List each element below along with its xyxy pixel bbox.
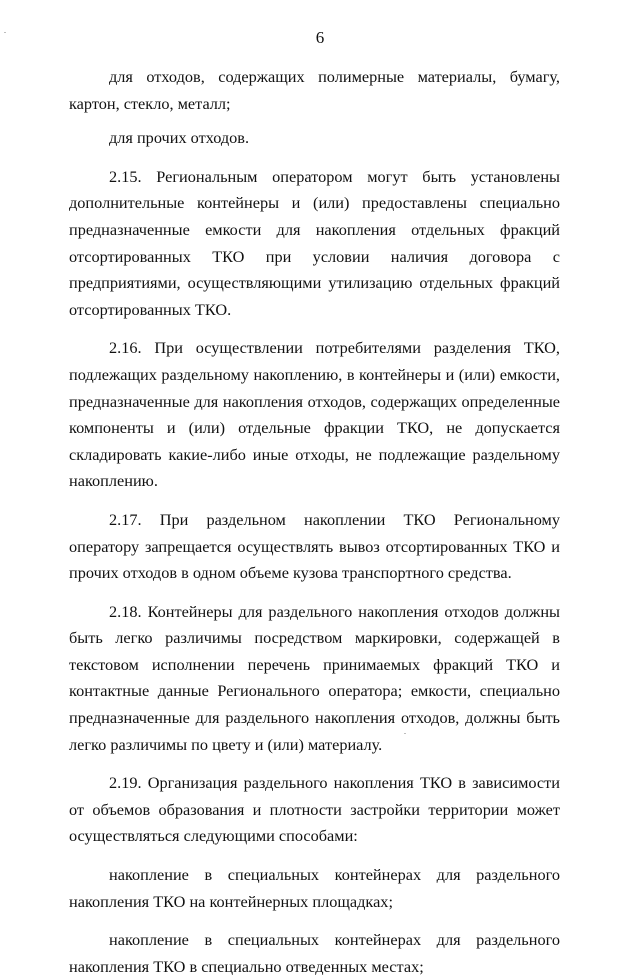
- paragraph-2-15: 2.15. Региональным оператором могут быть установлены дополнительные контейнеры и (или) предоставлены специально предназначенные емкости для накопления отдельных фракций отсортированных ТКО при условии наличия договора с предприятиями, осуществляющими утилизацию отдельных фракций отсортированных ТКО.: [69, 166, 560, 319]
- paragraph-2-18: 2.18. Контейнеры для раздельного накопления отходов должны быть легко различимы посредством маркировки, содержащей в текстовом исполнении перечень принимаемых фракций ТКО и контактные данные Регионального оператора; емкости, специально предназначенные для раздельного накопления отходов, должны быть легко различимы по цвету и (или) материалу.: [69, 601, 560, 754]
- scan-speck: [4, 32, 6, 33]
- list-item-container-sites: накопление в специальных контейнерах для раздельного накопления ТКО на контейнерных площадках;: [69, 865, 560, 911]
- list-item-designated-places: накопление в специальных контейнерах для раздельного накопления ТКО в специально отведенных местах;: [69, 930, 560, 976]
- document-body: [69, 64, 560, 980]
- list-item-polymer-waste: для отходов, содержащих полимерные материалы, бумагу, картон, стекло, металл;: [69, 67, 560, 113]
- paragraph-2-16: 2.16. При осуществлении потребителями разделения ТКО, подлежащих раздельному накоплению, в контейнеры и (или) емкости, предназначенные для накопления отходов, содержащих определенные компоненты и (или) отдельные фракции ТКО, не допускается складировать какие-либо иные отходы, не подлежащие раздельному накоплению.: [69, 338, 560, 491]
- page-number: 6: [315, 28, 325, 47]
- scan-speck: [404, 733, 406, 734]
- paragraph-2-19: 2.19. Организация раздельного накопления ТКО в зависимости от объемов образования и плотности застройки территории может осуществляться следующими способами:: [69, 773, 560, 846]
- paragraph-2-17: 2.17. При раздельном накоплении ТКО Региональному оператору запрещается осуществлять вывоз отсортированных ТКО и прочих отходов в одном объеме кузова транспортного средства.: [69, 509, 560, 583]
- list-item-other-waste: для прочих отходов.: [109, 128, 250, 148]
